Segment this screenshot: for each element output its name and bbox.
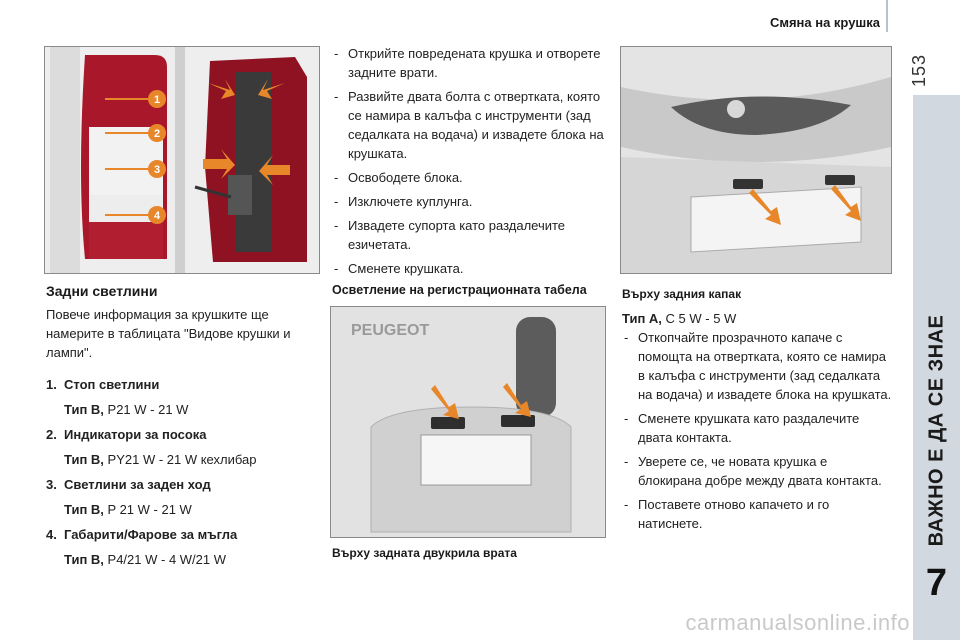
step-item: - Изключете куплунга. (332, 192, 607, 211)
step-item: - Открийте повредената крушка и отворете задните врати. (332, 44, 607, 82)
step-item: - Поставете отново капачето и го натиснете. (622, 495, 894, 533)
double-door-illustration (331, 307, 605, 537)
page-number: 153 (909, 53, 930, 87)
header-title: Смяна на крушка (769, 15, 880, 30)
lamp-removal-steps (332, 44, 607, 283)
callout-1: 1 (153, 94, 161, 106)
callout-4: 4 (153, 210, 161, 222)
step-item: - Сменете крушката. (332, 259, 607, 278)
callout-2: 2 (153, 128, 161, 140)
step-item: - Развийте двата болта с отвертката, която се намира в калъфа с инструменти (зад седалката на водача) и извадете блока на крушката. (332, 87, 607, 163)
step-item: - Откопчайте прозрачното капаче с помощта на отвертката, която се намира в калъфа с инструменти (зад седалката на водача) и извадете блока на крушката. (622, 328, 894, 404)
step-item: - Уверете се, че новата крушка е блокирана добре между двата контакта. (622, 452, 894, 490)
tailgate-photo (620, 46, 892, 274)
step-item: - Извадете супорта като раздалечите езичетата. (332, 216, 607, 254)
double-door-photo (330, 306, 606, 538)
list-item: 4. Габарити/Фарове за мъгла Тип B, P4/21 W - 4 W/21 W (46, 527, 238, 567)
side-tab-text: ВАЖНО Е ДА СЕ ЗНАЕ (925, 314, 948, 546)
list-item: 3. Светлини за заден ход Тип B, P 21 W - 21 W (46, 477, 211, 517)
rear-light-photo (44, 46, 320, 274)
step-item: - Освободете блока. (332, 168, 607, 187)
tailgate-caption: Върху задния капак (622, 287, 742, 301)
chapter-number: 7 (925, 562, 948, 604)
tailgate-bulb-type: Тип A, C 5 W - 5 W (622, 311, 737, 326)
list-item: 1. Стоп светлини Тип B, P21 W - 21 W (46, 377, 189, 417)
tailgate-illustration (621, 47, 891, 273)
rear-light-illustration (45, 47, 319, 273)
tailgate-steps (622, 328, 894, 538)
plate-lighting-heading: Осветление на регистрационната табела (332, 283, 587, 297)
watermark: carmanualsonline.info (685, 610, 910, 635)
door-caption: Върху задната двукрила врата (332, 546, 517, 560)
header-divider (886, 0, 888, 32)
rear-lights-intro: Повече информация за крушките ще намерите в таблицата "Видове крушки и лампи". (46, 307, 291, 360)
bulb-spec-list (46, 375, 316, 575)
photo-brand-text: PEUGEOT (351, 322, 430, 339)
list-item: 2. Индикатори за посока Тип B, PY21 W - 21 W кехлибар (46, 427, 257, 467)
callout-3: 3 (153, 164, 161, 176)
step-item: - Сменете крушката като раздалечите двата контакта. (622, 409, 894, 447)
rear-lights-heading: Задни светлини (46, 283, 158, 299)
